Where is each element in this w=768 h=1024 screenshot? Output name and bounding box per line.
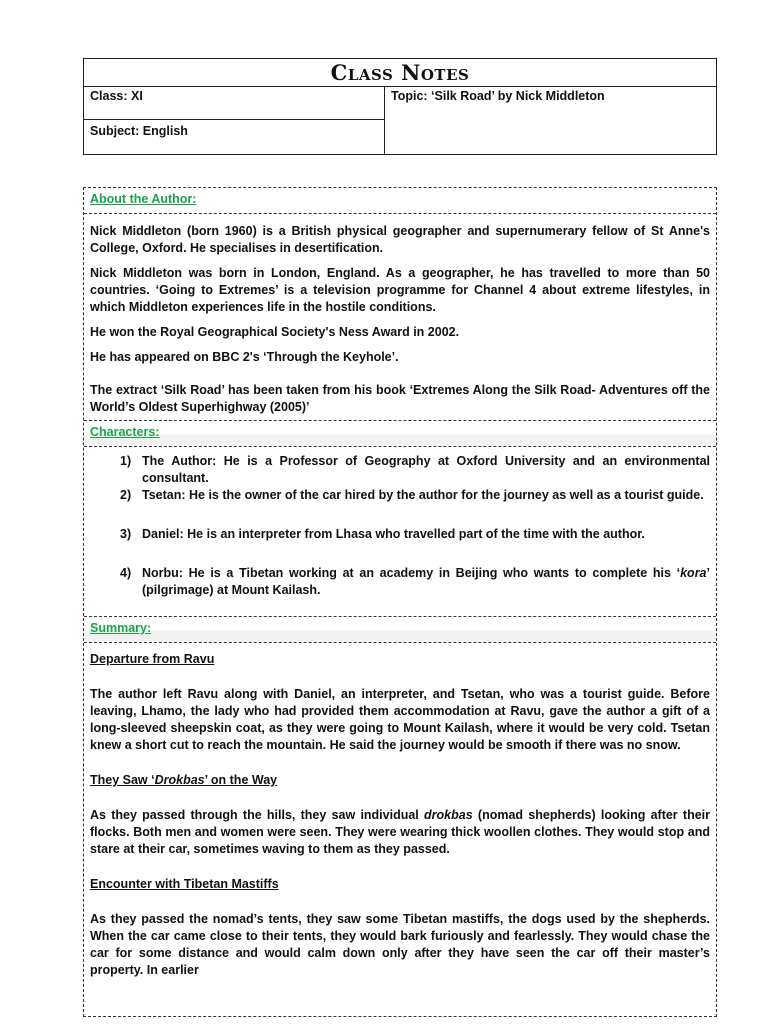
author-paragraph: Nick Middleton (born 1960) is a British physical geographer and supernumerary fellow of St Anne's College, Oxford. He specialises in desertification. [90,224,710,255]
author-paragraph: The extract ‘Silk Road’ has been taken from his book ‘Extremes Along the Silk Road- Adventures off the World’s Oldest Superhighway (2005)’ [90,383,710,414]
subject-field: Subject: English [90,124,188,138]
page-title: Class Notes [84,59,716,87]
about-author-section [84,214,716,421]
characters-list [90,453,710,599]
class-field: Class: XI [84,86,384,120]
summary-heading: Summary: [84,617,716,643]
author-paragraph: He has appeared on BBC 2's ‘Through the Keyhole’. [90,350,399,364]
subsection-title: They Saw ‘Drokbas’ on the Way [90,773,278,787]
summary-paragraph: As they passed the nomad’s tents, they saw some Tibetan mastiffs, the dogs used by the shepherds. When the car came close to their tents, they would bark furiously and fearlessly. They would chase the car for some distance and would calm down only after they have seen the car off their master’s property. In earlier [90,912,710,977]
summary-paragraph: The author left Ravu along with Daniel, an interpreter, and Tsetan, who was a tourist guide. Before leaving, Lhamo, the lady who had provided them accommodation at Ravu, gave the author a gift of a long-sleeved sheepskin coat, as they were going to Mount Kailash, where it would be very cold. Tsetan knew a short cut to reach the mountain. He said the journey would be smooth if there was no snow. [90,687,710,752]
list-item: 2) Tsetan: He is the owner of the car hired by the author for the journey as well as a tourist guide. [120,488,704,502]
subsection-title: Encounter with Tibetan Mastiffs [90,877,279,891]
list-item: 1) The Author: He is a Professor of Geography at Oxford University and an environmental consultant. [120,454,710,485]
author-paragraph: Nick Middleton was born in London, England. As a geographer, he has travelled to more than 50 countries. ‘Going to Extremes’ is a television programme for Channel 4 about extreme lifestyles, in which Middleton experiences life in the hostile conditions. [90,266,710,314]
header-row [84,86,716,154]
notes-body [83,187,717,1017]
list-item: 4) Norbu: He is a Tibetan working at an academy in Beijing who wants to complete his ‘kora’ (pilgrimage) at Mount Kailash. [120,566,710,597]
author-paragraph: He won the Royal Geographical Society's Ness Award in 2002. [90,325,460,339]
summary-paragraph: As they passed through the hills, they saw individual drokbas (nomad shepherds) looking after their flocks. Both men and women were seen. They were wearing thick woollen clothes. They would stop and stare at their car, sometimes waving to them as they passed. [90,808,711,856]
characters-heading: Characters: [84,421,716,447]
topic-field: Topic: ‘Silk Road’ by Nick Middleton [391,89,605,103]
list-item: 3) Daniel: He is an interpreter from Lhasa who travelled part of the time with the author. [120,527,645,541]
subsection-title: Departure from Ravu [90,652,215,666]
header-left-cell [84,86,385,154]
characters-section [84,447,716,617]
summary-section [84,643,716,1001]
about-author-heading: About the Author: [84,188,716,214]
header-table [83,58,717,155]
